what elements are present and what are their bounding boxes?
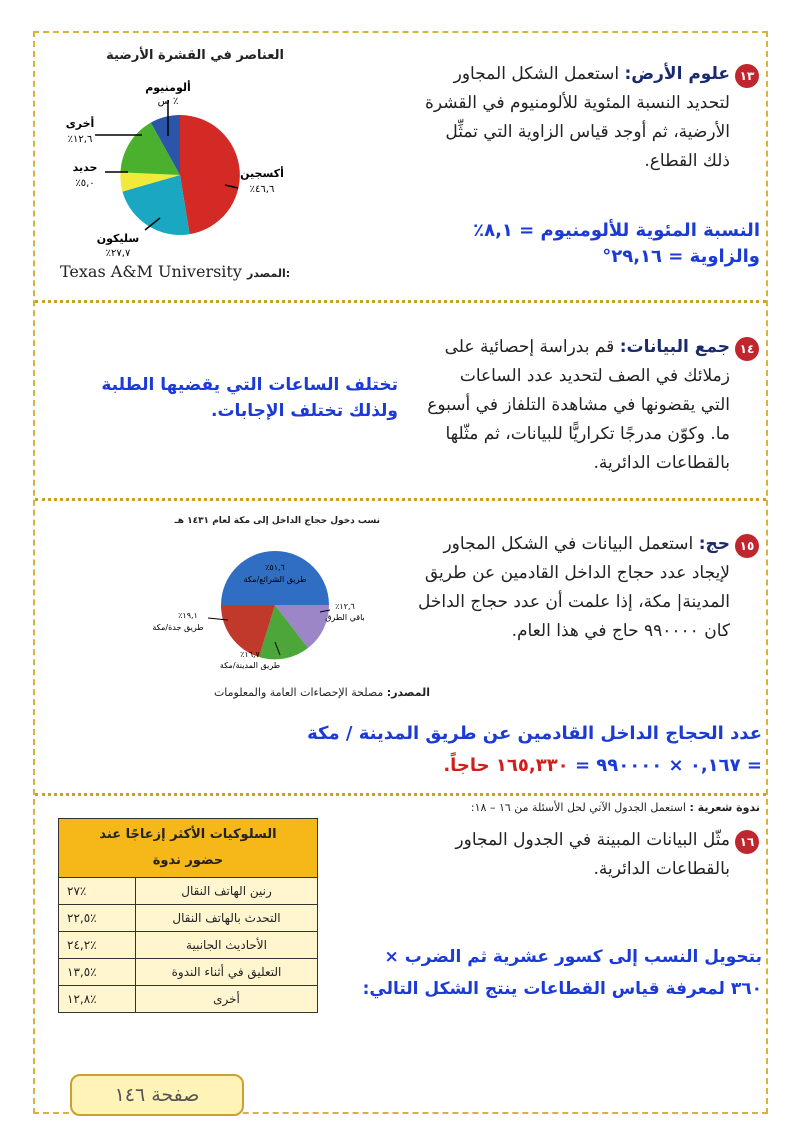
row-label: رنين الهاتف النقال [136, 878, 318, 905]
question-number-13: ١٣ [735, 64, 759, 88]
row-label: التحدث بالهاتف النقال [136, 905, 318, 932]
row-value: ٪٢٧ [59, 878, 136, 905]
answer-line: عدد الحجاج الداخل القادمين عن طريق المدينة / مكة [307, 723, 762, 744]
question-13-text [360, 60, 730, 176]
answer-line: والزاوية = ٢٩,١٦° [602, 246, 760, 267]
text-line: لإيجاد عدد حجاج الداخل القادمين عن طريق [424, 563, 730, 583]
row-value: ٪٢٤,٢ [59, 932, 136, 959]
label-bottom-value: ٪١٦,٧ [240, 650, 260, 659]
question-15-keyword: حج: [698, 534, 730, 554]
text-line: ذلك القطاع. [644, 151, 730, 171]
earth-crust-pie-chart [50, 70, 340, 270]
chart-15-title: نسب دخول حجاج الداخل إلى مكة لعام ١٤٣١ هـ [174, 516, 380, 526]
answer-line: النسبة المئوية للألومنيوم = ٨,١٪ [473, 220, 760, 241]
question-15-text [370, 530, 730, 646]
text-line: التي يقضونها في مشاهدة التلفاز في أسبوع [427, 395, 730, 415]
chart-15-source [150, 686, 430, 699]
row-label: أخرى [136, 986, 318, 1013]
question-number-15: ١٥ [735, 534, 759, 558]
text-line: المدينة| مكة، إذا علمت أن عدد حجاج الداخل [417, 592, 730, 612]
text-line: بالقطاعات الدائرية. [593, 859, 730, 879]
table-row [59, 932, 318, 959]
section-divider [35, 300, 766, 303]
question-number-16: ١٦ [735, 830, 759, 854]
source-label: المصدر: [246, 267, 291, 280]
label-silicon-name: سليكون [96, 232, 140, 245]
text-line: استعمل الشكل المجاور [453, 64, 620, 84]
question-number-14: ١٤ [735, 337, 759, 361]
source-label: المصدر: [386, 686, 430, 699]
question-16-text [400, 826, 730, 884]
table-title [59, 819, 318, 878]
text-line: ما. وكوّن مدرجًا تكراريًّا للبيانات، ثم مثّلها [445, 424, 730, 444]
text-line: كان ٩٩٠٠٠٠ حاج في هذا العام. [511, 621, 730, 641]
section-divider [35, 498, 766, 501]
answer-13 [320, 218, 760, 270]
label-iron-name: حديد [72, 161, 98, 174]
header-text: استعمل الجدول الآتي لحل الأسئلة من ١٦ – ١٨: [470, 801, 686, 814]
question-13-keyword: علوم الأرض: [624, 64, 730, 84]
answer-16 [332, 941, 762, 1005]
text-line: مثّل البيانات المبينة في الجدول المجاور [455, 830, 730, 850]
row-label: الأحاديث الجانبية [136, 932, 318, 959]
chart-13-source [60, 262, 330, 281]
label-other-name: أخرى [65, 117, 95, 130]
table-row [59, 986, 318, 1013]
label-aluminum-value: س ٪ [157, 96, 179, 107]
label-right-name: باقي الطرق [325, 613, 365, 622]
row-value: ٪٢٢,٥ [59, 905, 136, 932]
answer-14 [78, 372, 398, 424]
label-top-value: ٪٥١,٦ [265, 563, 285, 572]
answer-equation: = ٠,١٦٧ × ٩٩٠٠٠٠ = [568, 755, 762, 776]
pilgrims-pie-chart [140, 530, 390, 670]
row-value: ٪١٣,٥ [59, 959, 136, 986]
page-number-badge: صفحة ١٤٦ [70, 1074, 244, 1116]
label-left-name: طريق جدة/مكة [152, 623, 204, 632]
answer-15 [62, 718, 762, 782]
answer-line: تختلف الساعات التي يقضيها الطلبة [101, 375, 398, 395]
answer-line: ولذلك تختلف الإجابات. [210, 401, 398, 421]
table-title-line: حضور ندوة [152, 853, 224, 868]
answer-line: ٣٦٠ لمعرفة قياس القطاعات ينتج الشكل التالي: [362, 979, 762, 999]
label-other-value: ٪١٢,٦ [67, 134, 93, 145]
behaviors-table [58, 818, 318, 1013]
source-value: Texas A&M University [60, 262, 242, 281]
header-label: ندوة شعرية : [689, 801, 760, 814]
label-left-value: ٪١٩,١ [178, 611, 198, 620]
label-top-name: طريق الشرائع/مكة [243, 575, 307, 584]
label-oxygen-name: أكسجين [240, 167, 284, 180]
answer-result: ١٦٥,٣٣٠ حاجاً. [443, 755, 569, 776]
text-line: زملائك في الصف لتحديد عدد الساعات [459, 366, 730, 386]
answer-line: بتحويل النسب إلى كسور عشرية ثم الضرب × [384, 947, 762, 967]
question-14-keyword: جمع البيانات: [619, 337, 730, 357]
row-value: ٪١٢,٨ [59, 986, 136, 1013]
label-oxygen-value: ٪٤٦,٦ [249, 184, 275, 195]
table-row [59, 905, 318, 932]
text-line: بالقطاعات الدائرية. [593, 453, 730, 473]
text-line: لتحديد النسبة المئوية للألومنيوم في القشرة [424, 93, 730, 113]
section-divider [35, 793, 766, 796]
text-line: استعمل البيانات في الشكل المجاور [443, 534, 694, 554]
text-line: الأرضية، ثم أوجد قياس الزاوية التي تمثِّل [445, 122, 730, 142]
label-silicon-value: ٪٢٧,٧ [105, 248, 131, 259]
label-iron-value: ٪٥,٠ [75, 178, 95, 189]
source-value: مصلحة الإحصاءات العامة والمعلومات [213, 686, 384, 699]
question-14-text [400, 333, 730, 478]
label-right-value: ٪١٢,٦ [335, 602, 355, 611]
pie-slice-oxygen [180, 115, 240, 234]
label-aluminum-name: ألومنيوم [145, 81, 191, 94]
label-bottom-name: طريق المدينة/مكة [219, 661, 281, 670]
table-title-line: السلوكيات الأكثر إزعاجًا عند [99, 827, 277, 842]
q16-header [340, 801, 760, 814]
table-row [59, 878, 318, 905]
row-label: التعليق في أثناء الندوة [136, 959, 318, 986]
chart-13-title: العناصر في القشرة الأرضية [106, 48, 284, 63]
table-row [59, 959, 318, 986]
text-line: قم بدراسة إحصائية على [444, 337, 615, 357]
